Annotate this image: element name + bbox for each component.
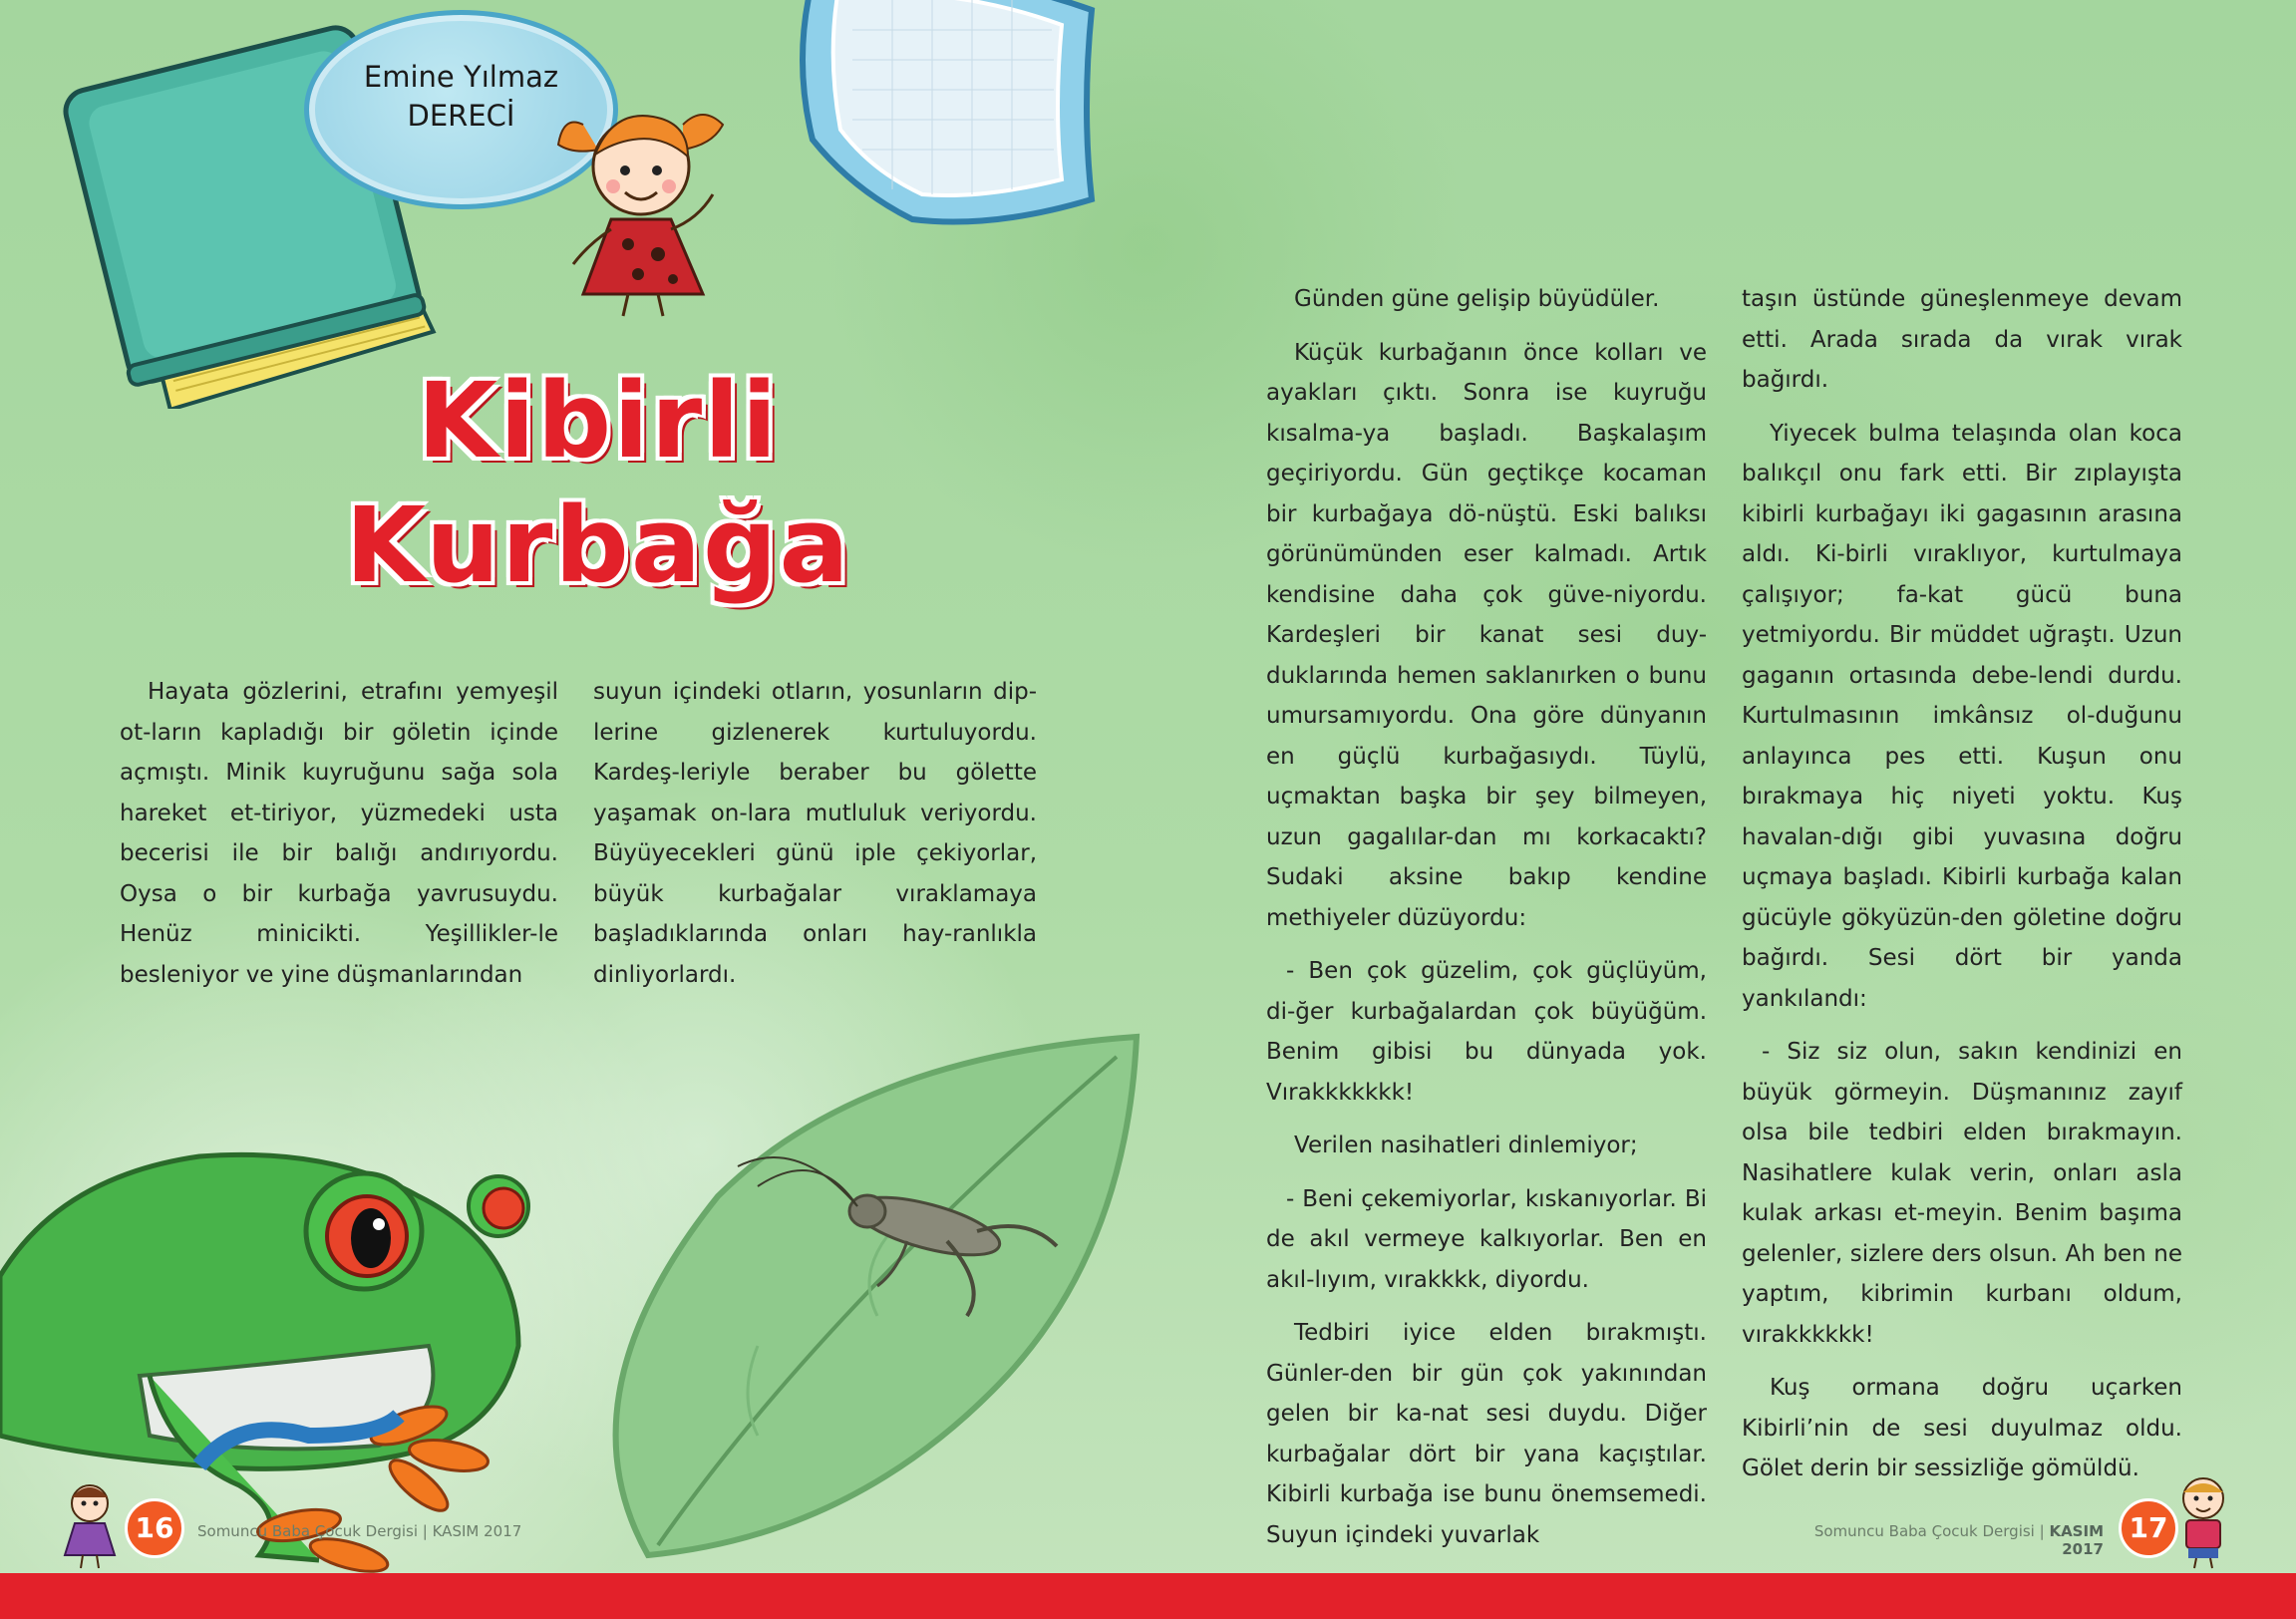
footer-magazine-name: Somuncu Baba Çocuk Dergisi | — [1813, 1522, 2050, 1540]
text-column-3 — [1266, 279, 1707, 1568]
paragraph: Hayata gözlerini, etrafını yemyeşil ot-ların kapladığı bir göletin içinde açmıştı. Minik kuyruğunu sağa sola hareket et-tiriyor, yüzmedeki usta becerisi ile bir balığı andırıyordu. Oysa o bir kurbağa yavrusuydu. Henüz minicikti. Yeşillikler-le besleniyor ve yine düşmanlarından — [120, 679, 558, 988]
paragraph: Kuş ormana doğru uçarken Kibirli’nin de sesi duyulmaz oldu. Gölet derin bir sessizliğe gömüldü. — [1742, 1375, 2182, 1481]
paragraph: Yiyecek bulma telaşında olan koca balıkçıl onu fark etti. Bir zıplayışta kibirli kurbağayı iki gagasının arasına aldı. Ki-birli vıraklıyor, kurtulmaya çalışıyor; fa-kat gücü buna yetmiyordu. Bir müddet uğraştı. Uzun gaganın ortasında debe-lendi durdu. Kurtulmasının imkânsız ol-duğunu anlayınca pes etti. Kuşun onu bırakmaya hiç niyeti yoktu. Kuş havalan-dığı gibi yuvasına doğru uçmaya başladı. Kibirli kurbağa kalan gücüyle gökyüzün-den göletine doğru bağırdı. Sesi dört bir yanda yankılandı: — [1742, 420, 2182, 1012]
story-title-line-1: Kibirli — [417, 360, 780, 482]
frog-and-leaf-illustration — [0, 1017, 1176, 1575]
text-column-2 — [593, 672, 1037, 1008]
paragraph: - Siz siz olun, sakın kendinizi en büyük görmeyin. Düşmanınız zayıf olsa bile tedbiri elden bırakmayın. Nasihatlere kulak verin, onları asla kulak arkası et-meyin. Benim başıma gelenler, sizlere ders olsun. Ah ben ne yaptım, kibrimin kurbanı oldum, vırakkkkkk! — [1742, 1039, 2182, 1348]
footer-left-text: Somuncu Baba Çocuk Dergisi | KASIM 2017 — [197, 1522, 522, 1540]
author-last-name: DERECİ — [407, 99, 515, 134]
bottom-bar — [0, 1573, 2296, 1619]
paragraph: Verilen nasihatleri dinlemiyor; — [1294, 1133, 1638, 1158]
text-column-4 — [1742, 279, 2182, 1502]
leaf-illustration — [616, 1037, 1137, 1555]
paragraph: - Ben çok güzelim, çok güçlüyüm, di-ğer kurbağalardan çok büyüğüm. Benim gibisi bu dünyada yok. Vırakkkkkkk! — [1266, 958, 1707, 1106]
kid-icon — [55, 1475, 125, 1570]
paragraph: Tedbiri iyice elden bırakmıştı. Günler-den bir gün çok yakınından gelen bir ka-nat sesi duydu. Diğer kurbağalar dört bir yana kaçıştılar. Kibirli kurbağa ise bunu önemsemedi. Suyun içindeki yuvarlak — [1266, 1320, 1707, 1548]
story-title — [299, 359, 897, 608]
paragraph: taşın üstünde güneşlenmeye devam etti. Arada sırada da vırak vırak bağırdı. — [1742, 286, 2182, 393]
author-first-name: Emine Yılmaz — [363, 60, 559, 94]
story-title-line-2: Kurbağa — [345, 484, 851, 606]
text-column-1 — [120, 672, 558, 1008]
footer-issue: KASIM 2017 — [2049, 1522, 2104, 1558]
paragraph: Günden güne gelişip büyüdüler. — [1294, 286, 1660, 312]
girl-illustration — [553, 95, 743, 324]
footer-right-text — [1795, 1522, 2104, 1558]
page-number-left: 16 — [125, 1498, 184, 1558]
page-number-right: 17 — [2119, 1498, 2178, 1558]
picture-frame-illustration — [793, 0, 1112, 239]
paragraph: suyun içindeki otların, yosunların dip-lerine gizlenerek kurtuluyordu. Kardeş-leriyle beraber bu gölette yaşamak on-lara mutluluk veriyordu. Büyüyecekleri günü iple çekiyorlar, büyük kurbağalar vıraklamaya başladıklarında onları hay-ranlıkla dinliyorlardı. — [593, 679, 1037, 988]
paragraph: Küçük kurbağanın önce kolları ve ayakları çıktı. Sonra ise kuyruğu kısalma-ya başladı. Başkalaşım geçiriyordu. Gün geçtikçe kocaman bir kurbağaya dö-nüştü. Eski balıksı görünümünden eser kalmadı. Artık kendisine daha çok güve-niyordu. Kardeşleri bir kanat sesi duy-duklarında hemen saklanırken o bunu umursamıyordu. Ona göre dünyanın en güçlü kurbağasıydı. Tüylü, uçmaktan başka bir şey bilmeyen, uzun gagalılar-dan mı korkacaktı? Sudaki aksine bakıp kendine methiyeler düzüyordu: — [1266, 339, 1707, 931]
kid-icon — [2168, 1470, 2238, 1570]
paragraph: - Beni çekemiyorlar, kıskanıyorlar. Bi de akıl vermeye kalkıyorlar. Ben en akıl-lıyım, vırakkkk, diyordu. — [1266, 1185, 1707, 1293]
